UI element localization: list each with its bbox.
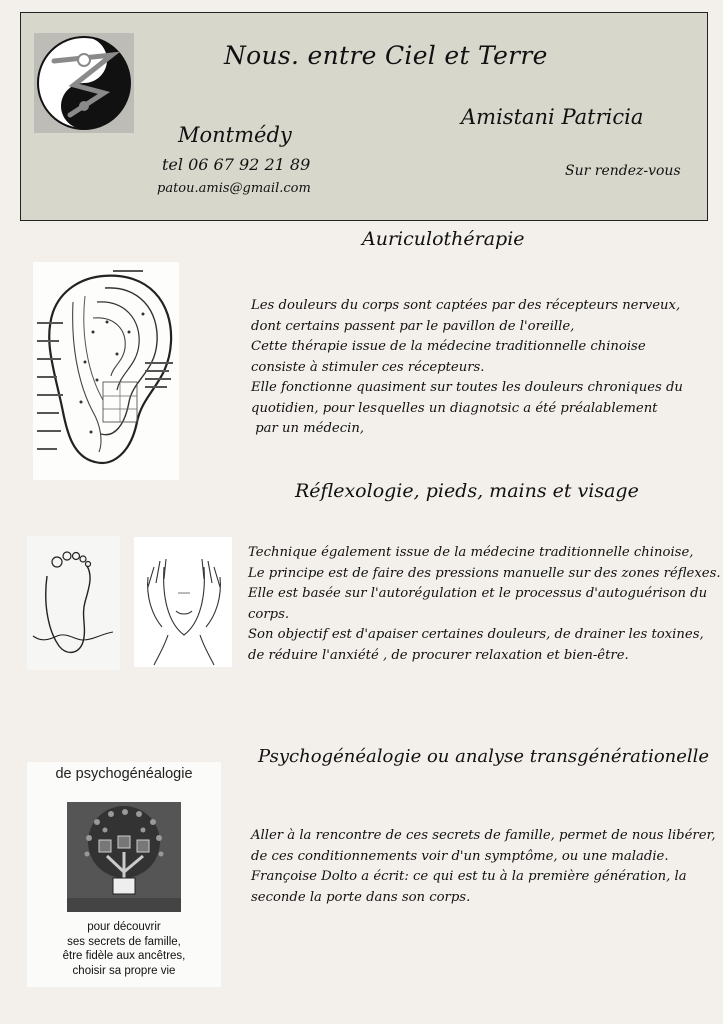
paragraph-line: Françoise Dolto a écrit: ce qui est tu à la première génération, la — [251, 869, 687, 884]
section-title-auriculotherapie: Auriculothérapie — [362, 228, 525, 250]
paragraph-line: Son objectif est d'apaiser certaines douleurs, de drainer les toxines, — [248, 627, 704, 642]
family-tree-icon — [67, 802, 181, 912]
book-line: choisir sa propre vie — [72, 964, 176, 977]
city-label: Montmédy — [178, 123, 292, 147]
book-line: être fidèle aux ancêtres, — [62, 950, 186, 962]
paragraph-line: Elle fonctionne quasiment sur toutes les douleurs chroniques du — [251, 380, 683, 395]
header-card — [20, 12, 708, 221]
paragraph-line: Elle est basée sur l'autorégulation et le processus d'autoguérison du — [248, 586, 708, 601]
auriculotherapie-text — [251, 296, 683, 440]
business-title: Nous. entre Ciel et Terre — [224, 41, 548, 70]
paragraph-line: Cette thérapie issue de la médecine traditionnelle chinoise — [251, 339, 646, 354]
ear-chart-icon — [33, 262, 179, 480]
appointment-note: Sur rendez-vous — [565, 163, 681, 179]
paragraph-line: Aller à la rencontre de ces secrets de famille, permet de nous libérer, — [251, 828, 716, 843]
book-line: pour découvrir — [87, 921, 161, 933]
book-line: ses secrets de famille, — [67, 935, 181, 948]
psychogenealogie-text — [251, 826, 716, 908]
paragraph-line: de ces conditionnements voir d'un symptôme, ou une maladie. — [251, 848, 669, 864]
reflexologie-text — [248, 543, 721, 666]
book-cover-image — [27, 762, 221, 987]
paragraph-line: de réduire l'anxiété , de procurer relaxation et bien-être. — [248, 647, 629, 663]
paragraph-line: quotidien, pour lesquelles un diagnotsic a été préalablement — [251, 400, 658, 416]
paragraph-line: corps. — [248, 606, 290, 622]
paragraph-line: Les douleurs du corps sont captées par des récepteurs nerveux, — [251, 298, 681, 313]
paragraph-line: seconde la porte dans son corps. — [251, 889, 471, 905]
phone-number: tel 06 67 92 21 89 — [162, 155, 311, 174]
paragraph-line: dont certains passent par le pavillon de l'oreille, — [251, 318, 575, 334]
paragraph-line: consiste à stimuler ces récepteurs. — [251, 359, 485, 375]
section-title-reflexologie: Réflexologie, pieds, mains et visage — [295, 480, 639, 502]
book-description — [27, 920, 221, 978]
foot-drawing-icon — [27, 536, 120, 670]
section-title-psychogenealogie: Psychogénéalogie ou analyse transgénérationelle — [258, 746, 710, 767]
paragraph-line: Le principe est de faire des pressions manuelle sur des zones réflexes. — [248, 565, 721, 581]
face-hands-drawing-icon — [134, 537, 232, 667]
yin-yang-logo-icon — [34, 33, 134, 133]
practitioner-name: Amistani Patricia — [461, 105, 644, 129]
paragraph-line: Technique également issue de la médecine traditionnelle chinoise, — [248, 545, 694, 560]
paragraph-line: par un médecin, — [251, 421, 365, 436]
email-address: patou.amis@gmail.com — [157, 181, 311, 196]
book-title: de psychogénéalogie — [55, 766, 193, 782]
